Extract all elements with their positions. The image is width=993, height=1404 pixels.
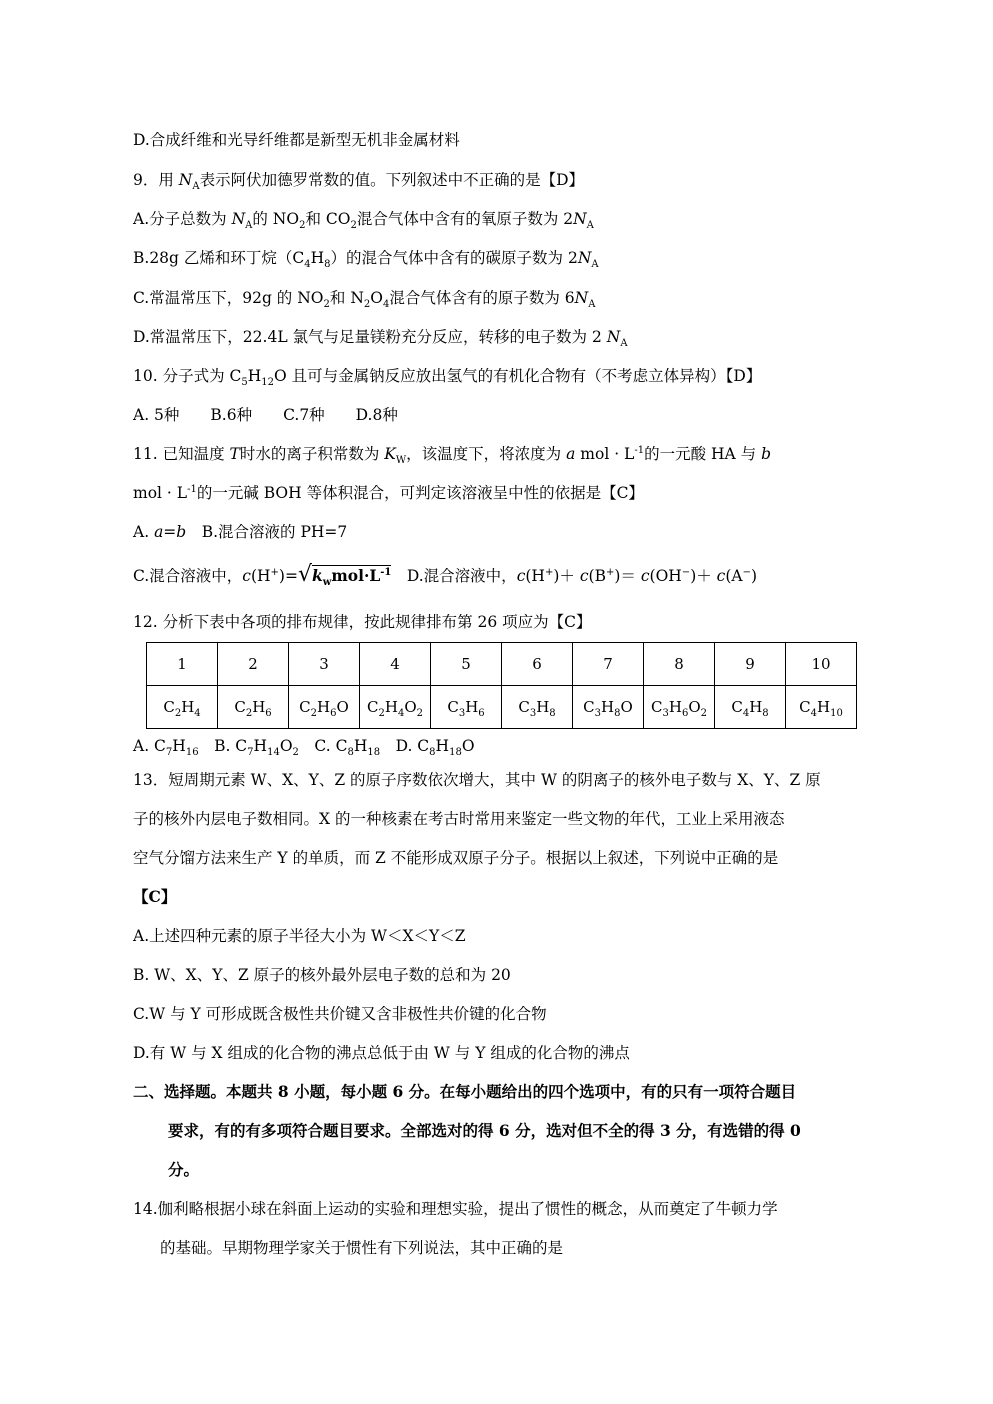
table-cell-formula: $C_2H_6$ [218, 686, 289, 729]
q13-option-a: A.上述四种元素的原子半径大小为 W＜X＜Y＜Z [133, 927, 466, 945]
section-2-heading-line1: 二、选择题。本题共 8 小题，每小题 6 分。在每小题给出的四个选项中，有的只有一项符合题目 [133, 1082, 797, 1101]
section-2-heading-line3: 分。 [168, 1160, 200, 1179]
table-cell-formula: $C_4H_8$ [715, 686, 786, 729]
table-cell-formula: $C_2H_4O_2$ [360, 686, 431, 729]
q9-option-d: D.常温常压下，22.4L 氯气与足量镁粉充分反应，转移的电子数为 2 $N_A$ [133, 328, 628, 350]
question-14-line2: 的基础。早期物理学家关于惯性有下列说法，其中正确的是 [160, 1239, 564, 1257]
table-cell-number: 5 [431, 643, 502, 686]
table-cell-formula: $C_2H_4$ [147, 686, 218, 729]
question-13-answer: 【C】 [133, 887, 177, 906]
table-cell-number: 9 [715, 643, 786, 686]
q13-option-b: B. W、X、Y、Z 原子的核外最外层电子数的总和为 20 [133, 966, 511, 984]
table-cell-number: 6 [502, 643, 573, 686]
table-cell-number: 8 [644, 643, 715, 686]
table-cell-number: 3 [289, 643, 360, 686]
table-cell-formula: $C_3H_8O$ [573, 686, 644, 729]
table-cell-number: 7 [573, 643, 644, 686]
sqrt-icon: √ [297, 562, 312, 587]
question-13-line2: 子的核外内层电子数相同。X 的一种核素在考古时常用来鉴定一些文物的年代，工业上采用液态 [133, 810, 785, 828]
sequence-table [146, 642, 857, 729]
table-cell-formula: $C_3H_8$ [502, 686, 573, 729]
question-10: 10. 分子式为 $C_5H_{12}O$ 且可与金属钠反应放出氢气的有机化合物有（不考虑立体异构）【D】 [133, 367, 762, 389]
q11-options-cd: C.混合溶液中，$c(H^+)=√k_wmol\cdot L^{-1}$ D.混合溶液中，c(H+)＋ c(B+)＝ c(OH−)＋ c(A−) [133, 562, 758, 589]
section-2-heading-line2: 要求，有的有多项符合题目要求。全部选对的得 6 分，选对但不全的得 3 分，有选错的得 0 [168, 1121, 801, 1140]
table-cell-number: 4 [360, 643, 431, 686]
question-11-line1: 11. 已知温度 T时水的离子积常数为 $K_W$，该温度下，将浓度为 a mol · $L^{-1}$的一元酸 HA 与 b [133, 444, 772, 467]
q10-options: A. 5种 B.6种 C.7种 D.8种 [133, 406, 398, 424]
question-9: 9．用 $N_A$表示阿伏加德罗常数的值。下列叙述中不正确的是【D】 [133, 171, 585, 193]
q9-option-b: B.28g 乙烯和环丁烷$(C_4H_8)$的混合气体中含有的碳原子数为 $2N_A$ [133, 249, 599, 271]
table-cell-number: 1 [147, 643, 218, 686]
table-cell-number: 10 [786, 643, 857, 686]
table-cell-formula: $C_2H_6O$ [289, 686, 360, 729]
question-12: 12. 分析下表中各项的排布规律，按此规律排布第 26 项应为【C】 [133, 613, 592, 631]
table-cell-formula: $C_3H_6O_2$ [644, 686, 715, 729]
question-13-line1: 13．短周期元素 W、X、Y、Z 的原子序数依次增大，其中 W 的阴离子的核外电子数与 X、Y、Z 原 [133, 771, 821, 789]
table-row-numbers [147, 643, 857, 686]
table-cell-number: 2 [218, 643, 289, 686]
q9-option-a: A.分子总数为 $N_A$的 $NO_2$和 $CO_2$混合气体中含有的氧原子数为 $2N_A$ [133, 210, 594, 232]
question-14-line1: 14.伽利略根据小球在斜面上运动的实验和理想实验，提出了惯性的概念，从而奠定了牛顿力学 [133, 1200, 778, 1218]
q9-option-c: C.常温常压下，92g 的 $NO_2$和 $N_2O_4$混合气体含有的原子数为 $6N_A$ [133, 289, 596, 311]
question-11-line2: mol · $L^{-1}$的一元碱 BOH 等体积混合，可判定该溶液呈中性的依据是【C】 [133, 483, 644, 502]
table-cell-formula: $C_3H_6$ [431, 686, 502, 729]
q13-option-d: D.有 W 与 X 组成的化合物的沸点总低于由 W 与 Y 组成的化合物的沸点 [133, 1044, 630, 1062]
question-13-line3: 空气分馏方法来生产 Y 的单质，而 Z 不能形成双原子分子。根据以上叙述，下列说中正确的是 [133, 849, 779, 867]
q12-options: A. $C_7H_{16}$ B. $C_7H_{14}O_2$ C. $C_8H_{18}$ D. $C_8H_{18}O$ [133, 737, 475, 759]
q13-option-c: C.W 与 Y 可形成既含极性共价键又含非极性共价键的化合物 [133, 1005, 547, 1023]
q11-options-ab: A. a=b B.混合溶液的 PH=7 [133, 523, 348, 541]
option-d-prev: D.合成纤维和光导纤维都是新型无机非金属材料 [133, 131, 460, 149]
table-row-formulas [147, 686, 857, 729]
table-cell-formula: $C_4H_{10}$ [786, 686, 857, 729]
